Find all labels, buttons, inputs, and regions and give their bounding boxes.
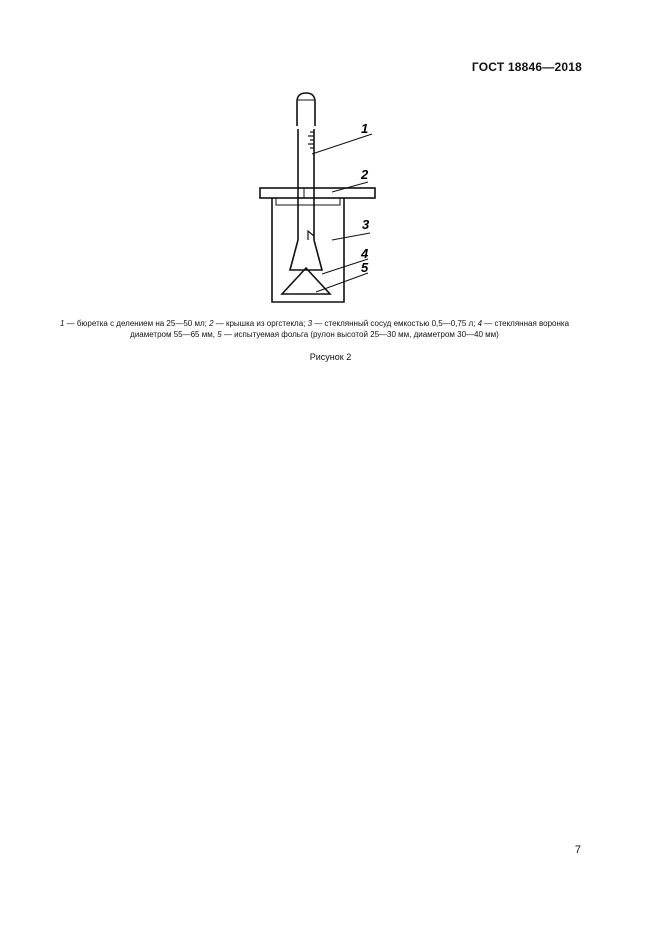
caption-t1: — бюретка с делением на 25—50 мл;	[64, 319, 210, 328]
callout-3: 3	[362, 217, 370, 232]
callout-2: 2	[361, 167, 369, 182]
caption-n4: 4	[477, 319, 483, 328]
caption-n3: 3	[307, 319, 313, 328]
callout-5: 5	[361, 260, 369, 275]
caption-n2: 2	[209, 319, 214, 328]
caption-t2: — крышка из оргстекла;	[213, 319, 308, 328]
caption-n1: 1	[59, 319, 65, 328]
caption-t5: — испытуемая фольга (рулон высотой 25—30 мм, диаметром 30—40 мм)	[221, 330, 499, 339]
document-header-id: ГОСТ 18846—2018	[471, 60, 582, 74]
caption-t4: — стеклянная воронка диаметром 55—65 мм,	[130, 319, 570, 339]
funnel	[290, 240, 322, 270]
apparatus-figure	[240, 88, 400, 310]
vessel	[272, 198, 344, 302]
burette-graduations	[308, 132, 314, 148]
leader-2	[332, 182, 368, 192]
caption-t3: — стеклянный сосуд емкостью 0,5—0,75 л;	[312, 319, 478, 328]
burette-bulb	[297, 93, 315, 126]
figure-caption	[46, 318, 583, 340]
page-number: 7	[574, 844, 581, 856]
callout-1: 1	[361, 121, 369, 136]
foil-roll	[282, 268, 330, 294]
leader-1	[312, 134, 372, 154]
callout-4: 4	[361, 246, 369, 261]
leader-5	[316, 273, 368, 292]
figure-title: Рисунок 2	[309, 352, 352, 362]
caption-n5: 5	[217, 330, 222, 339]
apparatus-diagram	[240, 88, 400, 310]
lid	[260, 188, 375, 198]
leader-3	[332, 233, 370, 240]
